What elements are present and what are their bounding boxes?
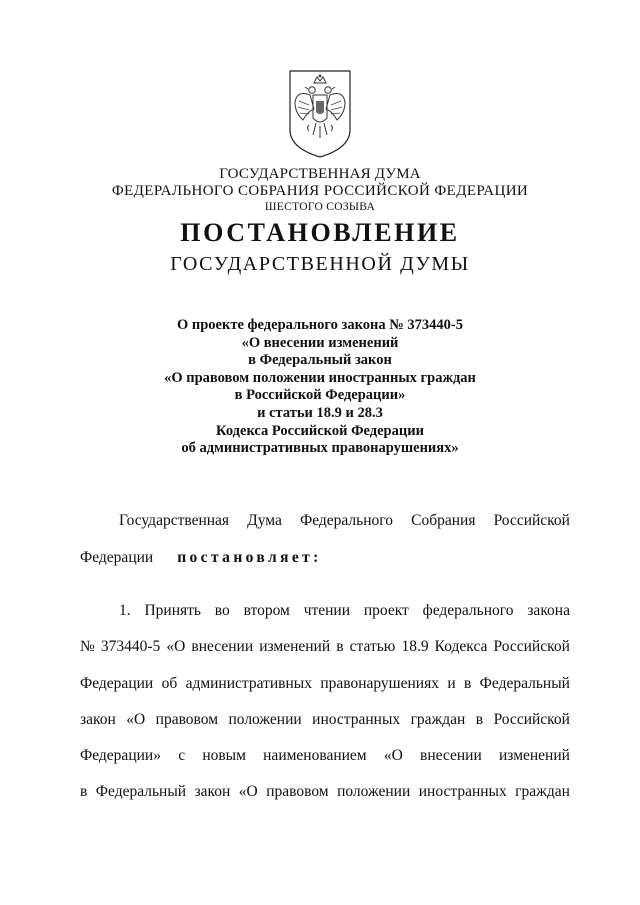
word: 18.9 [401,638,429,655]
word: «О [126,711,146,728]
word: закона [527,602,570,619]
word: положении [337,783,411,800]
paragraph-1-line [80,675,570,693]
preamble-line [119,512,570,530]
subject-line: в Федеральный закон [248,352,392,369]
paragraph-1-line [80,711,570,729]
word: правонарушениях [320,675,439,692]
word: Федеральный [95,783,187,800]
word: изменений [259,638,331,655]
subject-line: и статьи 18.9 и 28.3 [257,404,383,421]
subject-line: О проекте федерального закона № 373440-5 [176,317,464,333]
word: внесении [191,638,254,655]
word: иностранных [312,711,401,728]
word: административных [185,675,312,692]
word: федерального [422,602,514,619]
word: и [447,675,456,692]
preamble-word: Федерального [299,512,394,529]
org-line-duma: ГОСУДАРСТВЕННАЯ ДУМА [219,166,421,182]
preamble-word: Государственная [119,512,230,529]
word: закон [194,783,231,800]
word: об [161,675,178,692]
word: Кодекса [434,638,488,655]
preamble-word: Собрания [411,512,476,529]
preamble-word: Дума [247,512,282,529]
subject-line: «О внесении изменений [241,334,399,351]
resolution-subject [0,317,640,458]
word: иностранных [418,783,507,800]
document-issuer: ГОСУДАРСТВЕННОЙ ДУМЫ [170,253,470,275]
word: № [80,638,95,655]
word: в [475,711,484,728]
preamble-word: Российской [493,512,570,529]
paragraph-1-line [80,747,570,765]
decree-line [80,549,322,567]
word: Российской [493,638,570,655]
subject-line: об административных правонарушениях» [181,440,459,457]
word: правовом [266,783,329,800]
word: в [463,675,472,692]
subject-line: в Российской Федерации» [234,387,406,404]
decree-word: постановляет: [177,549,322,566]
word: «О [383,747,403,764]
word: 373440-5 [100,638,161,655]
word: проект [363,602,409,619]
org-line-convocation: ШЕСТОГО СОЗЫВА [264,201,376,213]
state-emblem-icon [287,68,353,160]
word: наименованием [263,747,367,764]
word: внесении [420,747,482,764]
word: изменений [499,747,570,764]
word: «О [166,638,186,655]
word: в [336,638,344,655]
word: статью [349,638,396,655]
word: граждан [410,711,466,728]
word: чтении [303,602,351,619]
document-type-title: ПОСТАНОВЛЕНИЕ [180,218,460,247]
paragraph-1-line [119,602,570,620]
word: «О [238,783,258,800]
word: с [178,747,186,764]
paragraph-1-line [80,638,570,656]
word: 1. [119,602,131,619]
word: Российской [493,711,570,728]
subject-line: Кодекса Российской Федерации [216,422,424,439]
word: Федеральный [479,675,570,692]
word: граждан [515,783,570,800]
word: Федерации» [80,747,161,764]
word: во [214,602,230,619]
word: втором [243,602,290,619]
preamble-end: Федерации [80,549,154,566]
word: новым [202,747,246,764]
word: закон [80,711,116,728]
word: Федерации [80,675,154,692]
subject-line: «О правовом положении иностранных граждан [164,369,476,386]
org-line-assembly: ФЕДЕРАЛЬНОГО СОБРАНИЯ РОССИЙСКОЙ ФЕДЕРАЦИИ [111,183,529,199]
word: в [80,783,88,800]
word: Принять [144,602,201,619]
paragraph-1-line [80,783,570,801]
word: правовом [155,711,219,728]
word: положении [228,711,302,728]
